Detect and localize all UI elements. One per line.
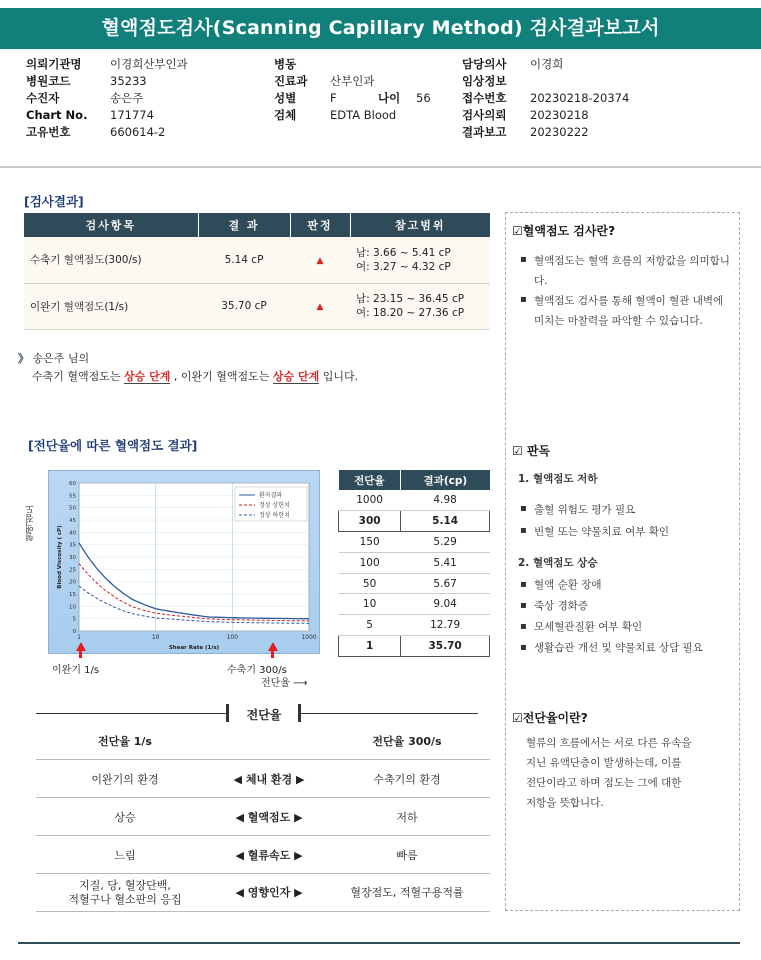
heading-text: 전단율이란?: [522, 711, 588, 725]
shear-definition: [526, 733, 736, 813]
diastolic-arrow-stem: [79, 650, 82, 658]
shear-value: 5.41: [401, 552, 490, 573]
divider-left: [36, 713, 226, 714]
sidebar-heading: [512, 222, 615, 239]
result-item: 수축기 혈액점도(300/s): [24, 237, 198, 283]
info-value: EDTA Blood: [330, 108, 397, 122]
right-triangle-icon: ▶: [292, 772, 305, 786]
list-item: ▪ 모세혈관질환 여부 확인: [520, 617, 745, 638]
info-value: 35233: [110, 74, 147, 88]
table-row: [339, 594, 490, 615]
chart-section-title: [전단율에 따른 혈액점도 결과]: [28, 438, 198, 453]
compare-mid: 영향인자: [247, 885, 291, 899]
shear-rate: 50: [339, 573, 401, 594]
table-row: [36, 798, 490, 836]
right-triangle-icon: ▶: [290, 885, 303, 899]
heading-text: 판독: [526, 444, 551, 458]
list-item: ▪ 혈액 순환 장애: [520, 575, 745, 596]
y-tick-label: 15: [69, 592, 76, 598]
result-comment: [18, 350, 358, 386]
list-item: ▪ 출혈 위험도 평가 필요: [520, 499, 732, 521]
low-list: [520, 499, 732, 543]
shear-rate: 5: [339, 615, 401, 636]
table-row: [24, 283, 490, 329]
table-row: [339, 615, 490, 636]
compare-head-right: 전단율 300/s: [372, 734, 442, 748]
table-row: [24, 237, 490, 283]
info-label: 진료과: [274, 74, 308, 88]
info-label: 병동: [274, 57, 297, 71]
y-tick-label: 45: [69, 518, 76, 524]
info-label: 성별: [274, 91, 297, 105]
shear-value: 9.04: [401, 594, 490, 615]
compare-head-left: 전단율 1/s: [98, 734, 152, 748]
sidebar-heading: [512, 442, 550, 459]
info-value: F: [330, 91, 337, 105]
sidebar-heading: [512, 709, 588, 726]
results-header: 판정: [290, 213, 350, 237]
results-table: [24, 213, 490, 330]
comment-text: 수축기 혈액점도는: [32, 370, 121, 383]
ref-male: 남: 3.66 ~ 5.41 cP: [356, 246, 451, 259]
diastolic-note: 이완기 1/s: [52, 665, 100, 676]
shear-value: 35.70: [401, 636, 490, 657]
header-divider: [0, 166, 761, 168]
shear-value: 4.98: [401, 490, 490, 511]
compare-right: 빠름: [396, 848, 418, 862]
list-item: ▪ 빈혈 또는 약물치료 여부 확인: [520, 521, 732, 543]
result-item: 이완기 혈액점도(1/s): [24, 283, 198, 329]
y-tick-label: 25: [69, 567, 76, 574]
x-axis-label: Shear Rate (1/s): [168, 645, 220, 651]
up-triangle-icon: ▲: [316, 302, 324, 312]
y-tick-label: 30: [69, 555, 76, 561]
info-col-2: [274, 56, 431, 124]
left-triangle-icon: ◀: [233, 772, 246, 786]
compare-mid: 체내 환경: [245, 772, 293, 786]
x-tick-label: 10: [151, 634, 160, 641]
info-value: 171774: [110, 108, 154, 122]
info-value: 660614-2: [110, 125, 166, 139]
info-value: 20230218-20374: [530, 91, 630, 105]
info-value: 이경희산부인과: [110, 57, 188, 71]
shear-rate: 100: [339, 552, 401, 573]
info-value: 20230218: [530, 108, 589, 122]
report-title: 혈액점도검사(Scanning Capillary Method) 검사결과보고서: [0, 8, 761, 49]
info-label: 의뢰기관명: [26, 57, 82, 71]
definition-line: 전단이라고 하며 점도는 그에 대한: [526, 777, 682, 789]
x-tick-label: 1: [77, 634, 81, 641]
side-axis-label: 혈액점도: [26, 505, 36, 541]
info-value: 송은주: [110, 91, 144, 105]
compare-title-bar: [36, 704, 478, 724]
patient-name-line: 송은주 님의: [32, 352, 90, 365]
heading-text: 혈액점도 검사란?: [522, 224, 616, 238]
results-header: 참고범위: [350, 213, 490, 237]
y-tick-label: 50: [69, 505, 76, 512]
results-header: 검사항목: [24, 213, 198, 237]
shear-rate: 1000: [339, 490, 401, 511]
systolic-status: 상승 단계: [124, 370, 171, 383]
subheading: 2. 혈액점도 상승: [518, 557, 598, 569]
systolic-note: 수축기 300/s: [227, 665, 287, 676]
comment-text: 입니다.: [322, 370, 359, 383]
shear-value: 5.67: [401, 573, 490, 594]
right-arrow-icon: ⟶: [293, 678, 308, 689]
x-tick-label: 100: [226, 634, 239, 641]
result-value: 35.70 cP: [198, 283, 290, 329]
divider-right: [301, 713, 478, 714]
info-value: 산부인과: [330, 74, 375, 88]
table-row: [36, 836, 490, 874]
y-tick-label: 20: [69, 579, 76, 586]
list-item: ▪ 죽상 경화증: [520, 596, 745, 617]
checkbox-icon: ☑: [512, 711, 523, 725]
double-chevron-icon: 》: [18, 352, 29, 365]
shear-header: 결과(cp): [401, 470, 490, 490]
up-triangle-icon: ▲: [316, 255, 324, 266]
results-header: 결 과: [198, 213, 290, 237]
y-axis-label: Blood Viscosity ( cP): [57, 525, 63, 589]
list-item: ▪ 혈액점도 검사를 통해 혈액이 혈관 내벽에 미치는 마찰력을 파악할 수 있습니다.: [520, 291, 732, 331]
footer-divider: [18, 942, 740, 944]
shear-table: [338, 470, 490, 657]
right-triangle-icon: ▶: [290, 810, 303, 824]
shear-value: 12.79: [401, 615, 490, 636]
result-value: 5.14 cP: [198, 237, 290, 283]
left-triangle-icon: ◀: [235, 810, 248, 824]
age-value: 56: [416, 91, 431, 105]
viscosity-chart: [48, 470, 320, 654]
table-row: [339, 532, 490, 553]
info-label: 임상정보: [462, 74, 507, 88]
info-label: 접수번호: [462, 91, 507, 105]
compare-left: 지질, 당, 혈장단백,: [79, 878, 171, 892]
info-label: Chart No.: [26, 108, 88, 122]
info-label: 고유번호: [26, 125, 71, 139]
y-tick-label: 55: [69, 493, 76, 500]
ref-male: 남: 23.15 ~ 36.45 cP: [356, 293, 465, 305]
shear-value: 5.14: [401, 511, 490, 532]
compare-right: 저하: [396, 810, 418, 824]
table-row: [36, 760, 490, 798]
shear-rate: 10: [339, 594, 401, 615]
y-tick-label: 35: [69, 542, 76, 549]
compare-title: 전단율: [246, 708, 282, 722]
high-list: [520, 575, 745, 659]
table-row: [339, 490, 490, 511]
definition-line: 혈류의 흐름에서는 서로 다른 유속을: [526, 737, 692, 749]
info-value: 이경희: [530, 57, 564, 71]
subheading: 1. 혈액점도 저하: [518, 473, 598, 485]
left-triangle-icon: ◀: [235, 848, 248, 862]
comment-text: , 이완기 혈액점도는: [173, 370, 270, 383]
age-label: 나이: [378, 91, 401, 105]
checkbox-icon: ☑: [512, 444, 523, 458]
right-triangle-icon: ▶: [290, 848, 303, 862]
ref-female: 여: 3.27 ~ 4.32 cP: [356, 260, 451, 273]
compare-mid: 혈액점도: [247, 810, 291, 824]
compare-left-2: 적혈구나 혈소판의 응집: [68, 892, 182, 906]
ref-female: 여: 18.20 ~ 27.36 cP: [356, 307, 465, 319]
info-col-1: [26, 56, 188, 141]
legend-label: 환자결과: [259, 492, 283, 499]
checkbox-icon: ☑: [512, 224, 523, 238]
info-sidebar: [505, 212, 740, 911]
definition-line: 저항을 뜻합니다.: [526, 797, 604, 809]
compare-right: 수축기의 환경: [373, 772, 441, 786]
list-item: ▪ 혈액점도는 혈액 흐름의 저항값을 의미합니다.: [520, 251, 732, 291]
list-item: ▪ 생활습관 개선 및 약물치료 상담 필요: [520, 638, 745, 659]
x-tick-label: 1000: [301, 634, 317, 641]
left-triangle-icon: ◀: [235, 885, 248, 899]
legend-label: 정상 상한치: [259, 502, 290, 509]
compare-left: 상승: [114, 810, 136, 824]
y-tick-label: 60: [69, 481, 76, 487]
results-section-title: [검사결과]: [24, 194, 84, 209]
shear-rate: 150: [339, 532, 401, 553]
shear-note: [261, 674, 308, 689]
definition-list: [520, 251, 732, 331]
compare-mid: 혈류속도: [247, 848, 291, 862]
table-row: [339, 511, 490, 532]
info-value: 20230222: [530, 125, 589, 139]
compare-right: 혈장점도, 적혈구용적률: [350, 885, 464, 899]
table-row: [339, 552, 490, 573]
table-row: [339, 636, 490, 657]
info-col-3: [462, 56, 629, 141]
shear-header: 전단율: [339, 470, 401, 490]
shear-note-label: 전단율: [261, 678, 290, 689]
y-tick-label: 0: [72, 629, 76, 635]
info-label: 결과보고: [462, 125, 507, 139]
chart-svg: [49, 471, 321, 655]
info-label: 검체: [274, 108, 297, 122]
info-label: 담당의사: [462, 57, 507, 71]
compare-head-row: [36, 722, 490, 760]
shear-rate: 1: [339, 636, 401, 657]
shear-value: 5.29: [401, 532, 490, 553]
table-row: [36, 874, 490, 912]
info-label: 검사의뢰: [462, 108, 507, 122]
shear-rate: 300: [339, 511, 401, 532]
diastolic-status: 상승 단계: [272, 370, 320, 383]
y-tick-label: 5: [72, 616, 76, 623]
legend-label: 정상 하한치: [259, 512, 290, 519]
definition-line: 지닌 유액단층이 발생하는데, 이를: [526, 757, 682, 769]
compare-table: [36, 722, 490, 912]
info-label: 수진자: [26, 91, 60, 105]
systolic-arrow-stem: [271, 650, 274, 658]
info-label: 병원코드: [26, 74, 71, 88]
y-tick-label: 10: [69, 604, 76, 611]
compare-left: 느림: [114, 848, 136, 862]
table-row: [339, 573, 490, 594]
y-tick-label: 40: [69, 530, 76, 537]
compare-left: 이완기의 환경: [91, 772, 159, 786]
